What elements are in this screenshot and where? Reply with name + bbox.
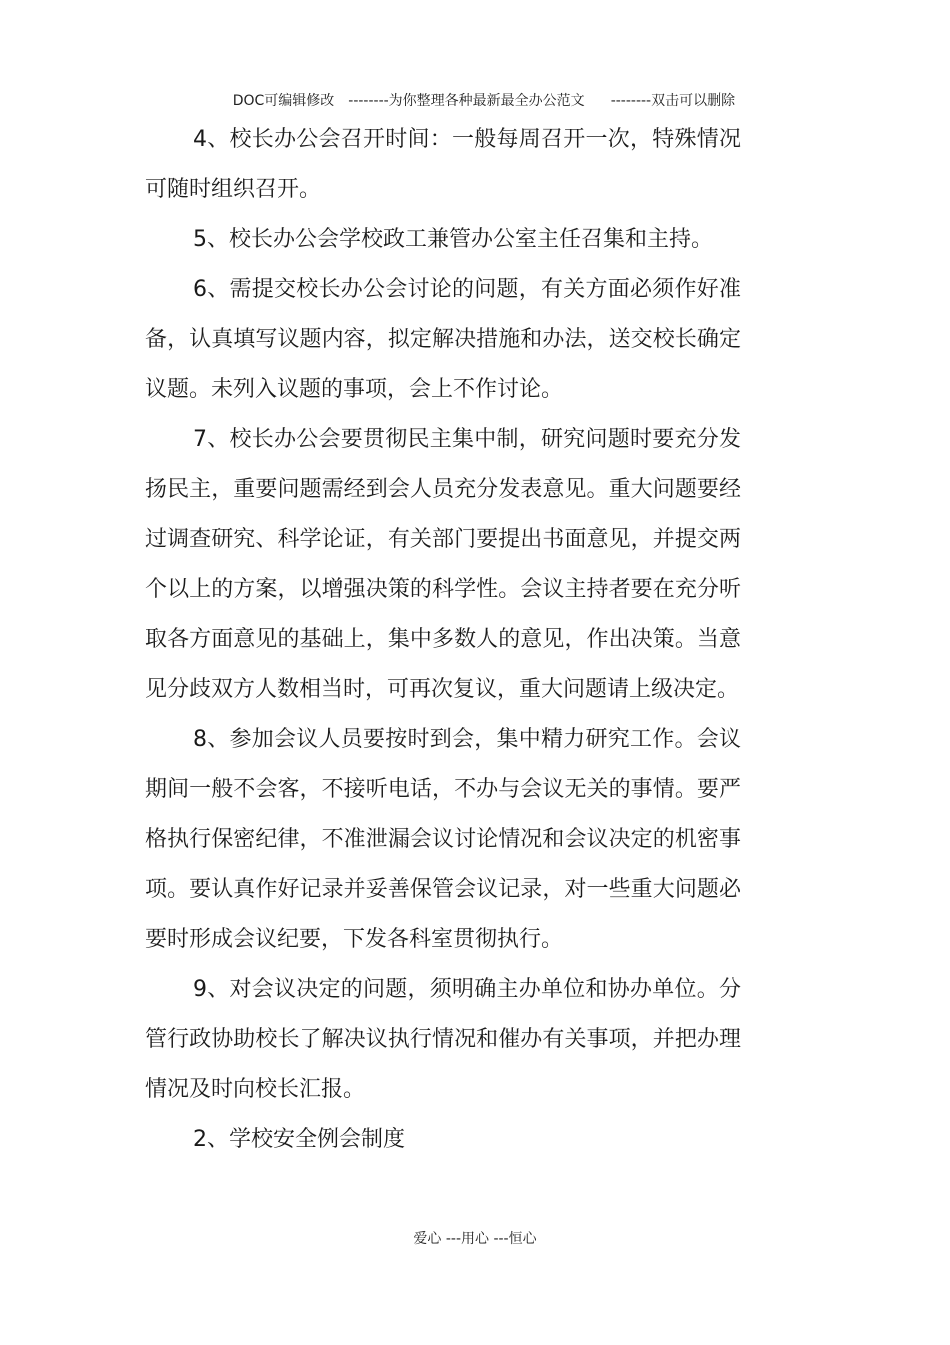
paragraph-item-4: 4、校长办公会召开时间：一般每周召开一次，特殊情况可随时组织召开。 (145, 127, 741, 202)
header-middle-text: --------为你整理各种最新最全办公范文 (348, 93, 585, 109)
section-heading: 2、学校安全例会制度 (193, 1127, 405, 1152)
header-left-text: DOC可编辑修改 (232, 93, 335, 109)
header-right-text: --------双击可以删除 (610, 93, 736, 109)
paragraph-item-5: 5、校长办公会学校政工兼管办公室主任召集和主持。 (193, 227, 713, 252)
page-footer: 爱心 ---用心 ---恒心 (413, 1231, 537, 1247)
document-body (145, 115, 741, 1165)
paragraph-item-6: 6、需提交校长办公会讨论的问题，有关方面必须作好准备，认真填写议题内容，拟定解决措施和办法，送交校长确定议题。未列入议题的事项，会上不作讨论。 (145, 277, 741, 402)
paragraph-item-7: 7、校长办公会要贯彻民主集中制，研究问题时要充分发扬民主，重要问题需经到会人员充分发表意见。重大问题要经过调查研究、科学论证，有关部门要提出书面意见，并提交两个以上的方案，以增强决策的科学性。会议主持者要在充分听取各方面意见的基础上，集中多数人的意见，作出决策。当意见分歧双方人数相当时，可再次复议，重大问题请上级决定。 (145, 427, 741, 702)
paragraph-item-9: 9、对会议决定的问题，须明确主办单位和协办单位。分管行政协助校长了解决议执行情况和催办有关事项，并把办理情况及时向校长汇报。 (145, 977, 741, 1102)
paragraph-item-8: 8、参加会议人员要按时到会，集中精力研究工作。会议期间一般不会客，不接听电话，不办与会议无关的事情。要严格执行保密纪律，不准泄漏会议讨论情况和会议决定的机密事项。要认真作好记录并妥善保管会议记录，对一些重大问题必要时形成会议纪要，下发各科室贯彻执行。 (145, 727, 741, 952)
